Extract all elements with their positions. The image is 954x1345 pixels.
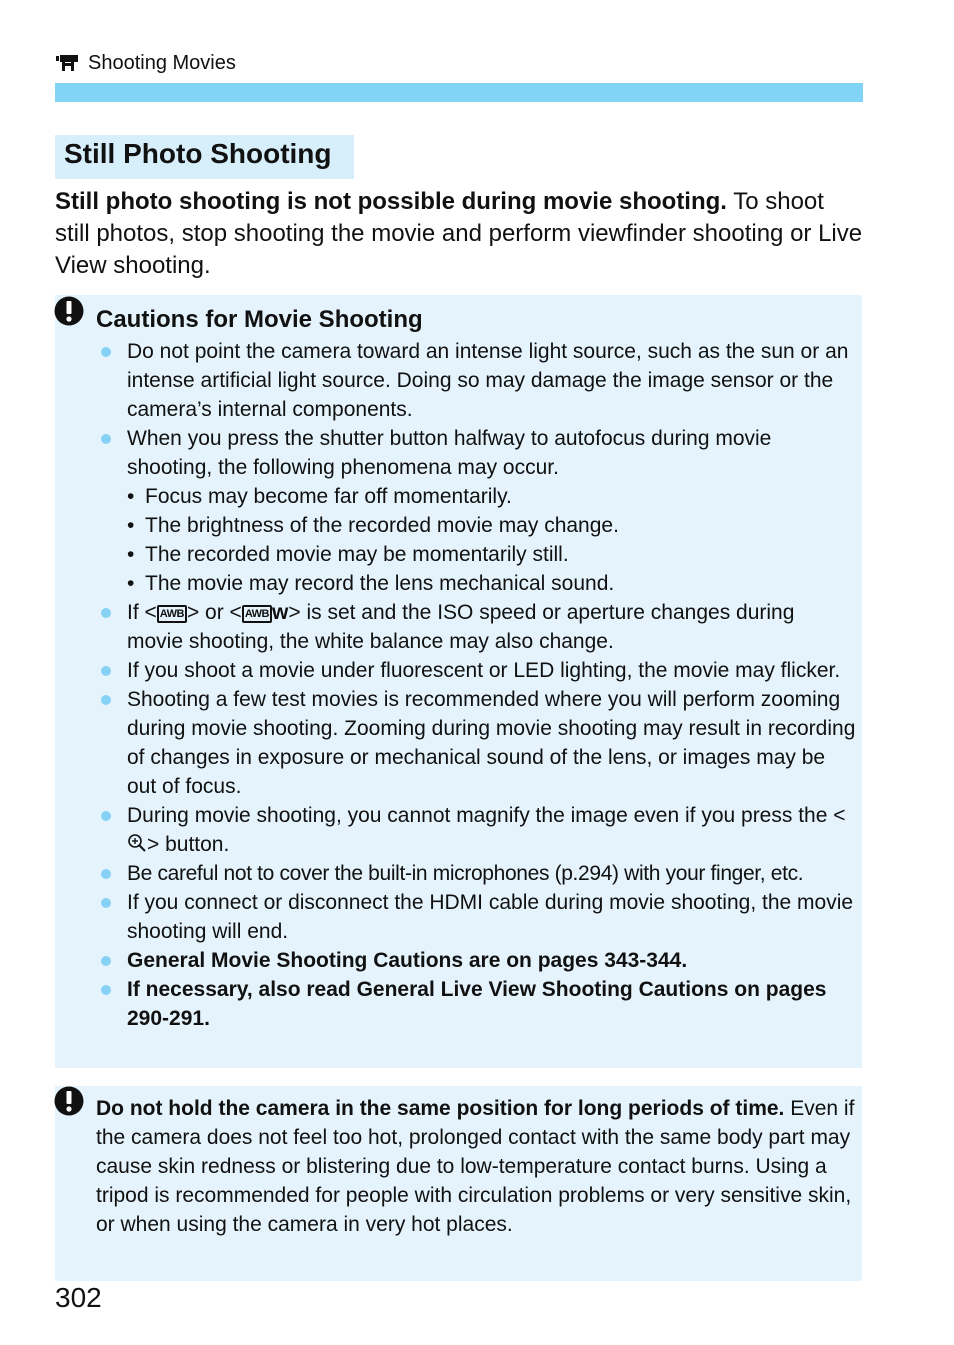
sub-list-item: • The recorded movie may be momentarily still. bbox=[127, 543, 569, 566]
page-number: 302 bbox=[55, 1282, 102, 1313]
movie-camera-icon bbox=[56, 54, 80, 72]
bullet-dot bbox=[101, 956, 111, 966]
intro-rest: To shoot still photos, stop shooting the movie and perform viewfinder shooting or Live View shooting. bbox=[55, 188, 863, 279]
section-label: Shooting Movies bbox=[88, 51, 236, 74]
sub-list-item: • The movie may record the lens mechanical sound. bbox=[127, 572, 615, 595]
awb-w-icon: AWB bbox=[242, 605, 272, 623]
list-item bbox=[96, 946, 856, 975]
bullet-dot bbox=[101, 434, 111, 444]
cautions-title: Cautions for Movie Shooting bbox=[96, 306, 423, 333]
item-text: Shooting a few test movies is recommended where you will perform zooming during movie shooting. Zooming during movie shooting may result in recording of changes in exposure or mechanical sound of the lens, or images may be out of focus. bbox=[127, 688, 856, 798]
item-text: Do not point the camera toward an intense light source, such as the sun or an intense artificial light source. Doing so may damage the image sensor or the camera’s internal components. bbox=[127, 340, 849, 421]
list-item: During movie shooting, you cannot magnify the image even if you press the <> button. bbox=[96, 801, 856, 859]
bullet-dot bbox=[101, 347, 111, 357]
intro-paragraph bbox=[55, 186, 863, 282]
bullet-dot bbox=[101, 608, 111, 618]
list-item bbox=[96, 685, 856, 801]
heat-caution-body: Even if the camera does not feel too hot, prolonged contact with the same body part may cause skin redness or blistering due to low-temperature contact burns. Using a tripod is recommended for people with circulation problems or very sensitive skin, or when using the camera in very hot places. bbox=[96, 1097, 855, 1236]
list-item bbox=[96, 859, 856, 888]
item-text: If necessary, also read General Live View Shooting Cautions on pages 290-291. bbox=[127, 978, 827, 1030]
list-item bbox=[96, 975, 856, 1033]
sub-list-item: • Focus may become far off momentarily. bbox=[127, 485, 512, 508]
heat-caution-lead: Do not hold the camera in the same position for long periods of time. bbox=[96, 1097, 785, 1120]
list-item bbox=[96, 424, 856, 482]
intro-bold: Still photo shooting is not possible during movie shooting. bbox=[55, 188, 727, 215]
list-item: If < AWB > or < AWB w> is set and the ISO speed or aperture changes during movie shooting, the white balance may also change. bbox=[96, 598, 856, 656]
bullet-dot bbox=[101, 666, 111, 676]
bullet-dot bbox=[101, 869, 111, 879]
bullet-dot bbox=[101, 898, 111, 908]
list-item bbox=[96, 337, 856, 424]
heat-caution-text bbox=[96, 1094, 856, 1239]
list-item bbox=[96, 888, 856, 946]
caution-icon bbox=[54, 296, 84, 326]
list-item bbox=[96, 656, 856, 685]
sub-list-item: • The brightness of the recorded movie may change. bbox=[127, 514, 619, 537]
sub-item-text: Focus may become far off momentarily. bbox=[145, 485, 512, 508]
sub-item-text: The recorded movie may be momentarily still. bbox=[145, 543, 569, 566]
sub-item-text: The movie may record the lens mechanical sound. bbox=[145, 572, 615, 595]
header-bar bbox=[55, 83, 863, 102]
bullet-dot bbox=[101, 985, 111, 995]
cautions-list bbox=[96, 337, 856, 1033]
item-text: Be careful not to cover the built-in microphones (p.294) with your finger, etc. bbox=[127, 862, 804, 885]
item-text: If you shoot a movie under fluorescent or LED lighting, the movie may flicker. bbox=[127, 659, 841, 682]
item-text: General Movie Shooting Cautions are on pages 343-344. bbox=[127, 949, 688, 972]
magnify-icon bbox=[127, 833, 147, 853]
section-title: Still Photo Shooting bbox=[64, 138, 332, 169]
bullet-dot bbox=[101, 695, 111, 705]
running-header bbox=[56, 50, 236, 76]
caution-icon bbox=[54, 1086, 84, 1116]
sub-item-text: The brightness of the recorded movie may change. bbox=[145, 514, 619, 537]
awb-icon: AWB bbox=[157, 605, 187, 623]
bullet-dot bbox=[101, 811, 111, 821]
item-text: If you connect or disconnect the HDMI cable during movie shooting, the movie shooting will end. bbox=[127, 891, 854, 943]
item-text: When you press the shutter button halfway to autofocus during movie shooting, the following phenomena may occur. bbox=[127, 427, 772, 479]
